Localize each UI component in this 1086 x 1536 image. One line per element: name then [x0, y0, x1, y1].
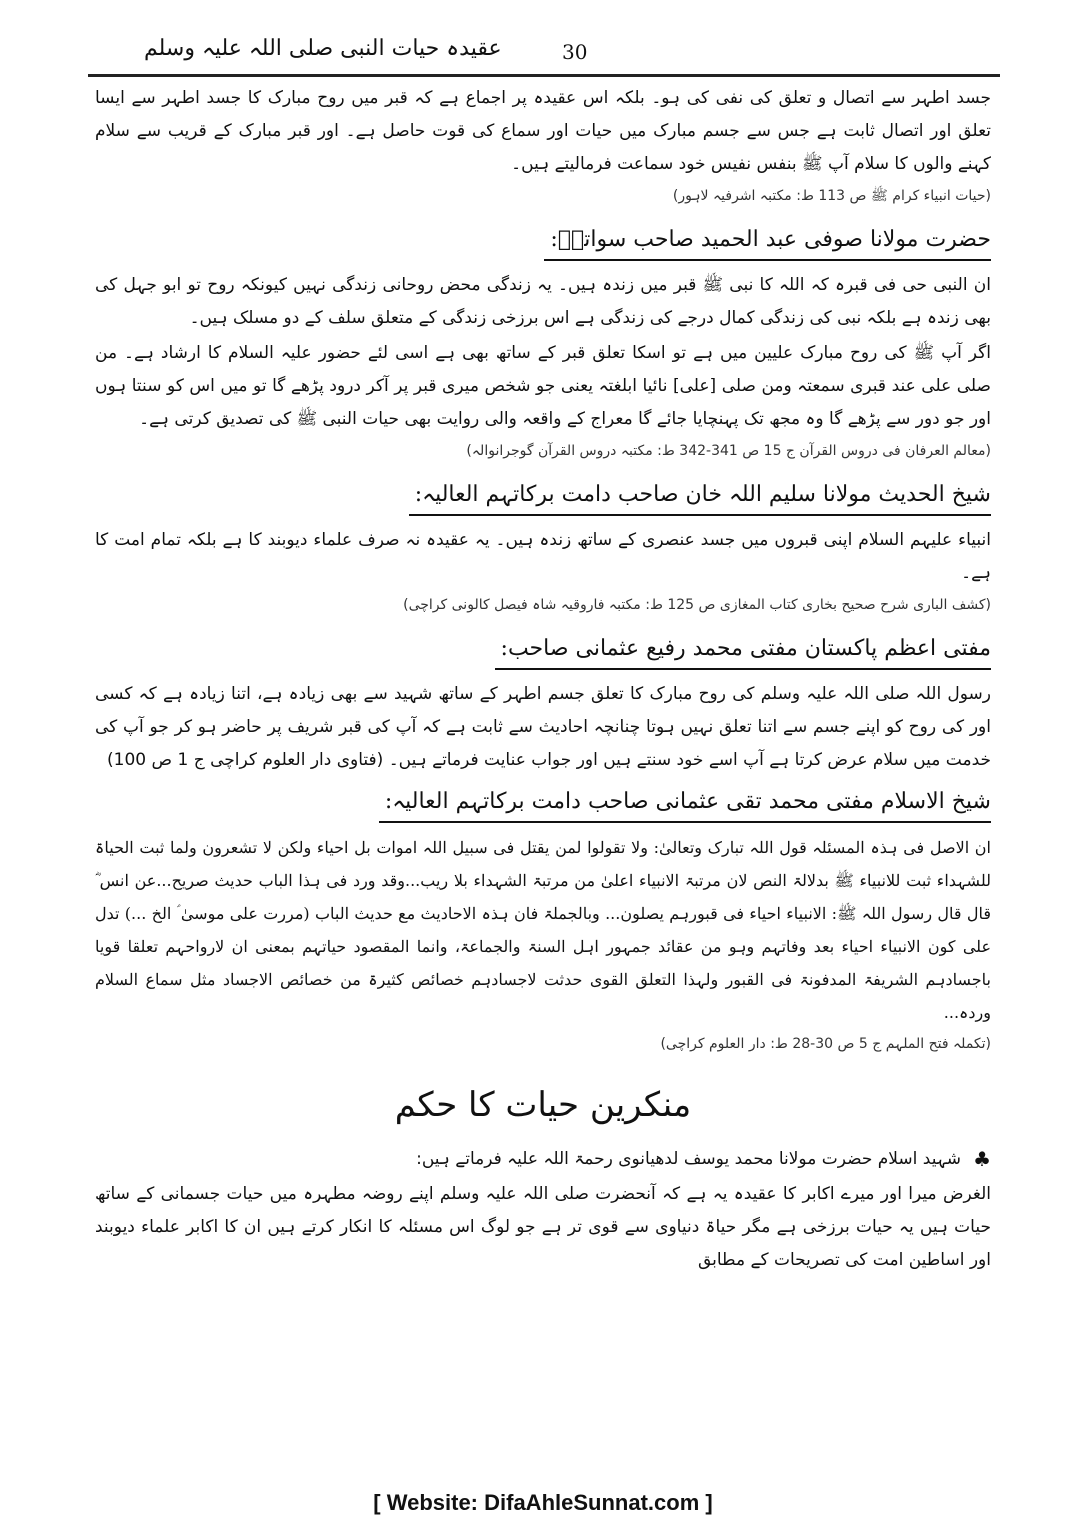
section-sufi-abdul-hameed: [95, 217, 991, 462]
section-paragraph: الغرض میرا اور میرے اکابر کا عقیدہ یہ ہے کہ آنحضرت صلی اللہ علیہ وسلم اپنے روضہ مطہرہ میں حیات جسمانی کے ساتھ حیات ہیں یہ حیات برزخی ہے مگر حیاۃ دنیاوی سے قوی تر ہے جو لوگ اس مسئلہ کا انکار کرتے ہیں ان کا اکابر علماء دیوبند اور اساطین امت کی تصریحات کے مطابق: [95, 1184, 991, 1270]
section-munkireen-hayat: [95, 1081, 991, 1277]
website-footer: [ Website: DifaAhleSunnat.com ]: [373, 1490, 713, 1515]
section-reference: (معالم العرفان فی دروس القرآن ج 15 ص 341-342 ط: مکتبہ دروس القرآن گوجرانوالہ): [466, 443, 991, 459]
section-reference: (کشف الباری شرح صحیح بخاری کتاب المغازی ص 125 ط: مکتبہ فاروقیہ شاہ فیصل کالونی کراچی): [403, 597, 991, 613]
section-title: منکرین حیات کا حکم: [394, 1085, 692, 1125]
section-paragraph: انبیاء علیہم السلام اپنی قبروں میں جسد عنصری کے ساتھ زندہ ہیں۔ یہ عقیدہ نہ صرف علماء دیوبند کا ہے بلکہ تمام امت کا ہے۔: [95, 530, 991, 583]
section-heading: مفتی اعظم پاکستان مفتی محمد رفیع عثمانی صاحب:: [495, 632, 991, 670]
section-reference: (تکملہ فتح الملہم ج 5 ص 30-28 ط: دار العلوم کراچی): [660, 1036, 991, 1052]
bullet-line: [95, 1143, 991, 1176]
page-content: [95, 82, 991, 1279]
section-rafi-usmani: [95, 626, 991, 777]
page-number: 30: [562, 40, 588, 64]
section-paragraph: ان النبی حی فی قبرہ کہ اللہ کا نبی ﷺ قبر میں زندہ ہیں۔ یہ زندگی محض روحانی زندگی نہیں کیونکہ روح تو ابو جہل کی بھی زندہ ہے بلکہ نبی کی زندگی کمال درجے کی زندگی ہے اس برزخی زندگی کے متعلق سلف کے دو مسلک ہیں۔: [95, 275, 991, 328]
intro-reference: (حیات انبیاء کرام ﷺ ص 113 ط: مکتبہ اشرفیہ لاہور): [672, 188, 991, 204]
section-heading: شیخ الحدیث مولانا سلیم اللہ خان صاحب دامت برکاتہم العالیہ:: [409, 478, 991, 516]
section-paragraph: رسول اللہ صلی اللہ علیہ وسلم کی روح مبارک کا تعلق جسم اطہر کے ساتھ شہید سے بھی زیادہ ہے، اتنا زیادہ ہے کہ کسی اور کی روح کو اپنے جسم سے اتنا تعلق نہیں ہوتا چنانچہ احادیث سے ثابت ہے کہ آپ کی قبر شریف پر حاضر ہو کر جو آپ کی خدمت میں سلام عرض کرتا ہے آپ اسے خود سنتے ہیں اور جواب عنایت فرماتے ہیں۔ (فتاوی دار العلوم کراچی ج 1 ص 100): [95, 684, 991, 770]
arabic-paragraph: ان الاصل فی ہذہ المسئلہ قول اللہ تبارک وتعالیٰ: ولا تقولوا لمن یقتل فی سبیل اللہ اموات بل احیاء ولکن لا تشعرون ولما ثبت الحیاۃ للشہداء ثبت للانبیاء ﷺ بدلالۃ النص لان مرتبۃ الانبیاء اعلیٰ من مرتبۃ الشہداء بلا ریب...وقد ورد فی ہذا الباب حدیث صریح...عن انس ؓ قال قال رسول اللہ ﷺ: الانبیاء احیاء فی قبورہم یصلون... وبالجملۃ فان ہذہ الاحادیث مع حدیث الباب (مررت علی موسیٰ ؑ الخ ...) تدل علی کون الانبیاء احیاء بعد وفاتہم وہو من عقائد جمہور اہل السنۃ والجماعۃ، وانما المقصود حیاتہم بمعنی ان لارواحہم تعلقا قویا باجسادہم الشریفۃ المدفونۃ فی القبور ولہذا التعلق القوی حدثت لاجسادہم خصائص کثیرۃ من خصائص الاجساد مثل سماع السلام وردہ...: [95, 838, 991, 1022]
page-header: [88, 30, 1000, 77]
intro-paragraph: جسد اطہر سے اتصال و تعلق کی نفی کی ہو۔ بلکہ اس عقیدہ پر اجماع ہے کہ قبر میں روح مبارک کا جسد اطہر سے ایسا تعلق اور اتصال ثابت ہے جس سے جسم مبارک میں حیات اور سماع کی قوت حاصل ہے۔ اور قبر مبارک کے قریب سے سلام کہنے والوں کا سلام آپ ﷺ بنفس نفیس خود سماعت فرمالیتے ہیں۔: [95, 88, 991, 174]
section-saleemullah-khan: [95, 472, 991, 616]
section-heading: حضرت مولانا صوفی عبد الحمید صاحب سواتیؒ:: [544, 223, 991, 261]
club-icon: ♣: [973, 1147, 991, 1171]
header-title: عقیدہ حیات النبی صلی اللہ علیہ وسلم: [144, 36, 502, 61]
section-heading: شیخ الاسلام مفتی محمد تقی عثمانی صاحب دامت برکاتہم العالیہ:: [379, 785, 991, 823]
section-taqi-usmani: [95, 779, 991, 1055]
bullet-text: شہید اسلام حضرت مولانا محمد یوسف لدھیانوی رحمۃ اللہ علیہ فرماتے ہیں:: [416, 1149, 962, 1169]
section-paragraph: اگر آپ ﷺ کی روح مبارک علیین میں ہے تو اسکا تعلق قبر کے ساتھ بھی ہے اسی لئے حضور علیہ السلام کا ارشاد ہے۔ من صلی علی عند قبری سمعتہ ومن صلی [علی] نائیا ابلغتہ یعنی جو شخص میری قبر پر آکر درود پڑھے گا تو میں اس کو سنتا ہوں اور جو دور سے پڑھے گا وہ مجھ تک پہنچایا جائے گا معراج کے واقعہ والی روایت بھی حیات النبی ﷺ کی تصدیق کرتی ہے۔: [95, 343, 991, 429]
